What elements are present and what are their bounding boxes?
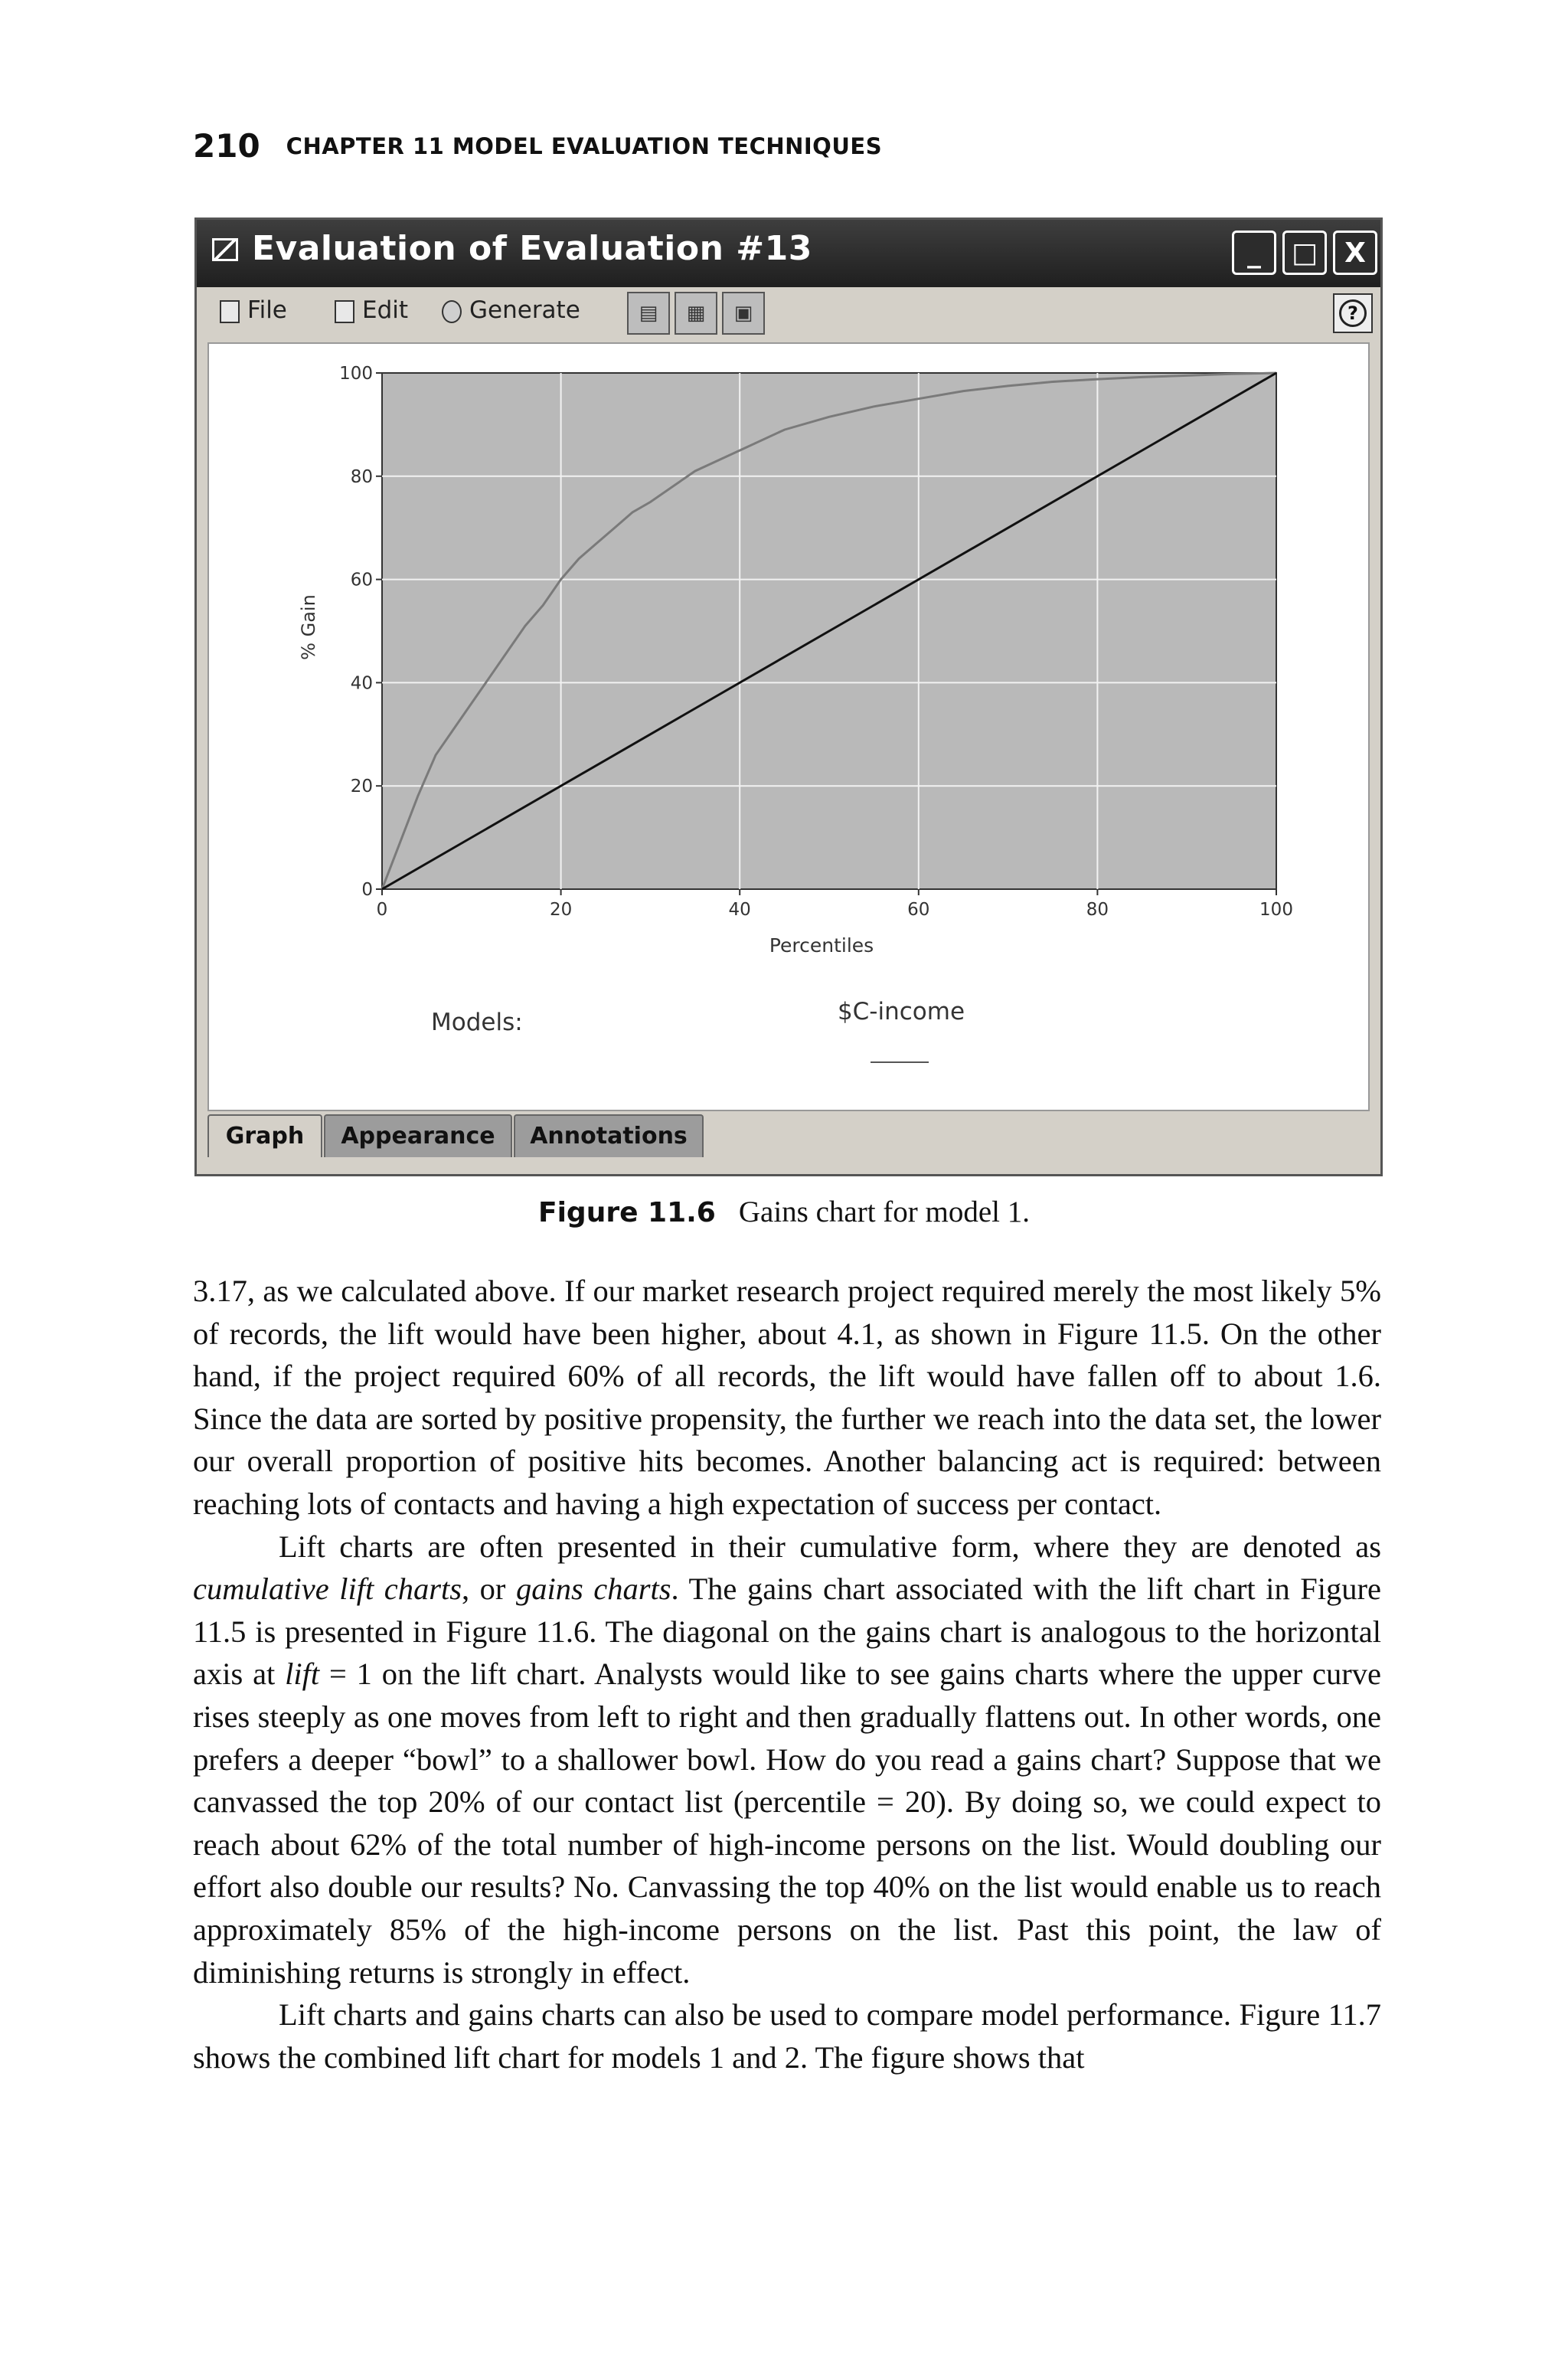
legend-model-name: $C-income: [837, 998, 965, 1025]
graph-panel: [207, 342, 1370, 1111]
page-number: 210: [193, 127, 260, 165]
menu-edit-label: Edit: [362, 296, 409, 324]
window-titlebar[interactable]: [197, 220, 1380, 287]
x-tick-label: 80: [1086, 900, 1109, 920]
body-text: [193, 1270, 1381, 2079]
y-tick-label: 60: [350, 570, 373, 590]
file-icon: [220, 300, 240, 323]
figure-caption: [0, 1195, 1568, 1229]
menu-generate-label: Generate: [469, 296, 580, 324]
y-tick-label: 0: [361, 880, 373, 900]
y-tick-label: 100: [339, 364, 373, 384]
x-tick-label: 0: [376, 900, 388, 920]
menu-generate[interactable]: [442, 296, 580, 324]
export-icon: ▦: [686, 302, 706, 325]
term-cumulative-lift-charts: cumulative lift charts: [193, 1572, 462, 1607]
x-tick-label: 100: [1259, 900, 1293, 920]
print-toolbar-button[interactable]: [722, 292, 765, 335]
copy-icon: ▤: [639, 302, 658, 325]
paragraph-1: 3.17, as we calculated above. If our market research project required merely the most likely 5% of records, the lift would have been higher, about 4.1, as shown in Figure 11.5. On the other hand, if the project required 60% of all records, the lift would have fallen off to about 1.6. Since the data are sorted by positive propensity, the further we reach into the data set, the lower our overall proportion of positive hits becomes. Another balancing act is required: between reaching lots of contacts and having a high expectation of success per contact.: [193, 1274, 1381, 1521]
edit-icon: [335, 300, 354, 323]
help-button[interactable]: [1333, 293, 1373, 333]
menu-file[interactable]: [220, 296, 287, 324]
export-toolbar-button[interactable]: [675, 292, 717, 335]
figure-label: Figure 11.6: [538, 1197, 716, 1228]
tab-appearance[interactable]: Appearance: [324, 1114, 512, 1157]
paragraph-3: Lift charts and gains charts can also be used to compare model performance. Figure 11.7 shows the combined lift chart for models 1 and 2. The figure shows that: [193, 1997, 1381, 2075]
paragraph-2-part: Lift charts are often presented in their cumulative form, where they are denoted as: [279, 1529, 1381, 1564]
window-app-icon: [212, 238, 238, 261]
copy-toolbar-button[interactable]: [627, 292, 670, 335]
help-icon: ?: [1339, 299, 1367, 327]
y-tick-label: 20: [350, 777, 373, 797]
x-axis-label: Percentiles: [769, 934, 874, 957]
running-head: [193, 127, 882, 170]
tab-annotations[interactable]: Annotations: [514, 1114, 704, 1157]
paragraph-2-part: = 1 on the lift chart. Analysts would like to see gains charts where the upper curve rises steeply as one moves from left to right and then gradually flattens out. In other words, one prefers a deeper “bowl” to a shallower bowl. How do you read a gains chart? Suppose that we canvassed the top 20% of our contact list (percentile = 20). By doing so, we could expect to reach about 62% of the total number of high-income persons on the list. Would doubling our effort also double our results? No. Canvassing the top 40% on the list would enable us to reach approximately 85% of the high-income persons on the list. Past this point, the law of diminishing returns is strongly in effect.: [193, 1657, 1381, 1990]
term-lift: lift: [285, 1657, 320, 1692]
chapter-title: CHAPTER 11 MODEL EVALUATION TECHNIQUES: [286, 132, 883, 159]
y-tick-label: 80: [350, 466, 373, 487]
menubar: [197, 287, 1380, 339]
y-tick-label: 40: [350, 673, 373, 694]
y-axis-label: % Gain: [298, 594, 319, 660]
window-title: Evaluation of Evaluation #13: [252, 229, 812, 268]
menu-file-label: File: [247, 296, 287, 324]
close-button[interactable]: X: [1333, 231, 1377, 275]
x-tick-label: 60: [907, 900, 930, 920]
x-tick-label: 20: [549, 900, 573, 920]
paragraph-2-part: . The gains chart associated with the lift chart in Figure 11.5 is presented in Figure 11.6. The diagonal on the gains chart is analogous to the horizontal axis at: [193, 1572, 1381, 1692]
print-icon: ▣: [733, 302, 753, 325]
menu-edit[interactable]: [335, 296, 408, 324]
evaluation-window: [194, 218, 1383, 1176]
paragraph-2-part: , or: [462, 1572, 516, 1607]
models-label: Models:: [431, 1009, 523, 1036]
tab-bar: [207, 1114, 1370, 1160]
paragraph-2: [193, 1526, 1381, 1994]
minimize-button[interactable]: _: [1232, 231, 1276, 275]
generate-icon: [442, 300, 462, 323]
term-gains-charts: gains charts: [515, 1572, 671, 1607]
maximize-button[interactable]: □: [1282, 231, 1327, 275]
tab-graph[interactable]: Graph: [207, 1114, 322, 1157]
gains-chart: [209, 344, 1368, 1110]
x-tick-label: 40: [728, 900, 751, 920]
figure-caption-text: Gains chart for model 1.: [738, 1195, 1030, 1228]
